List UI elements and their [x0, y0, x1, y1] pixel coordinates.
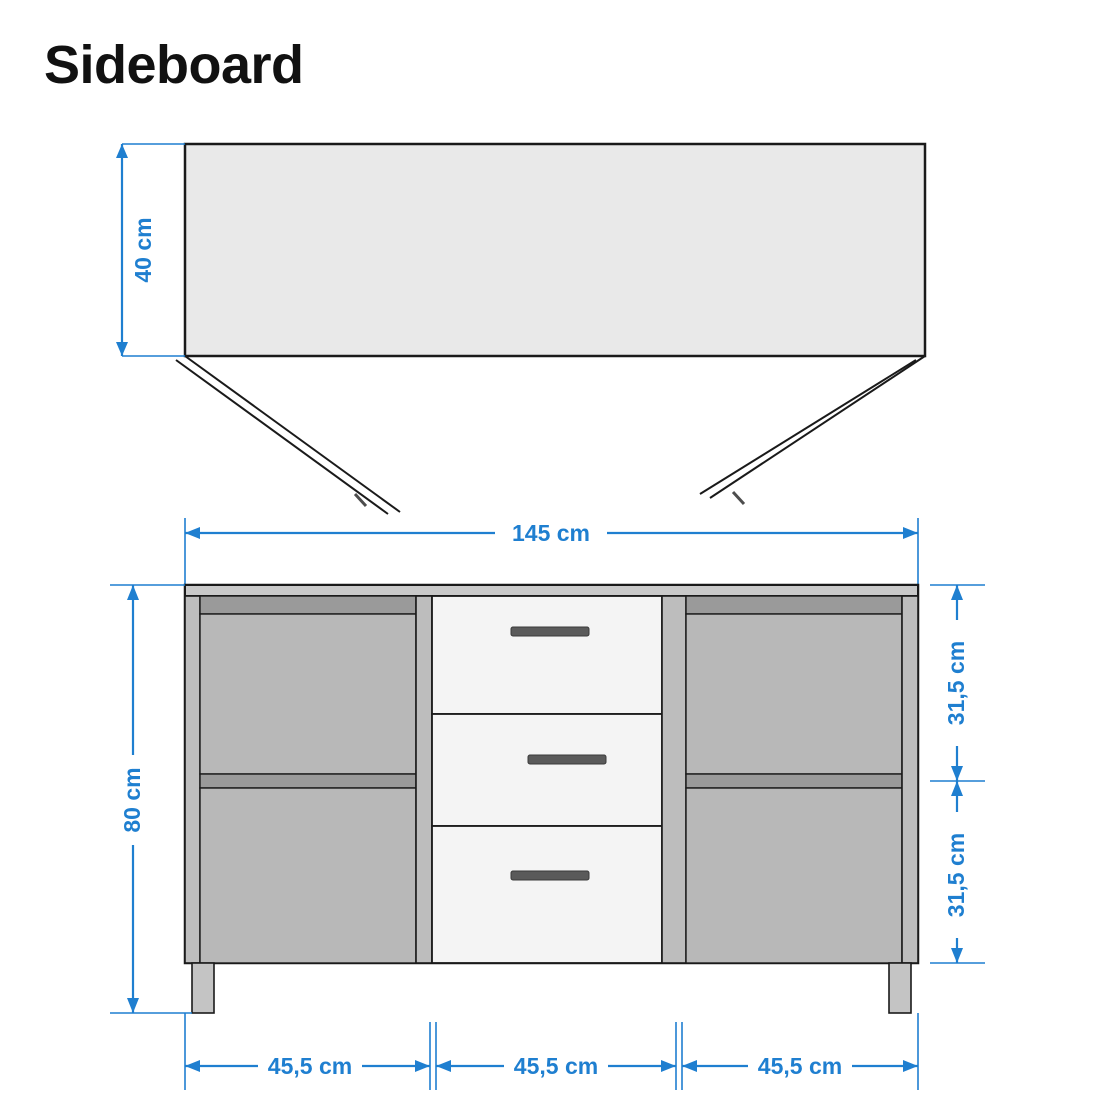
dimension-lower-compartment — [930, 781, 985, 963]
dimension-height-total — [110, 585, 192, 1013]
right-middle-shelf — [686, 774, 902, 788]
dimension-depth — [116, 144, 185, 356]
left-lower-compartment — [200, 788, 416, 963]
front-view-top-board — [185, 585, 918, 596]
leg-left — [192, 963, 214, 1013]
drawer-bottom-handle[interactable] — [511, 871, 589, 880]
drawer-top-handle[interactable] — [511, 627, 589, 636]
top-view-left-edge-inner — [176, 360, 388, 514]
drawer-top[interactable] — [432, 596, 662, 714]
right-lower-compartment — [686, 788, 902, 963]
leg-right — [889, 963, 911, 1013]
drawer-bottom[interactable] — [432, 826, 662, 963]
dimension-depth-label: 40 cm — [130, 217, 156, 283]
drawer-middle-handle[interactable] — [528, 755, 606, 764]
right-center-divider — [662, 596, 686, 963]
dimension-upper-compartment — [930, 585, 985, 781]
top-view-right-edge — [710, 356, 925, 498]
top-view-group — [176, 144, 925, 514]
drawer-middle[interactable] — [432, 714, 662, 826]
left-center-divider — [416, 596, 432, 963]
dimension-section-left-label: 45,5 cm — [267, 1053, 353, 1079]
right-side-panel — [902, 596, 918, 963]
right-top-inner-board — [686, 596, 902, 614]
left-upper-compartment — [200, 614, 416, 774]
top-view-left-edge — [185, 356, 400, 512]
right-upper-compartment — [686, 614, 902, 774]
left-top-inner-board — [200, 596, 416, 614]
top-view-right-edge-inner — [700, 360, 916, 494]
left-side-panel — [185, 596, 200, 963]
top-view-leg-right — [733, 492, 744, 504]
dimension-section-widths — [185, 1013, 918, 1090]
page-title: Sideboard — [44, 35, 304, 95]
dimension-height-total-label: 80 cm — [119, 767, 145, 833]
left-middle-shelf — [200, 774, 416, 788]
dimension-upper-compartment-label: 31,5 cm — [943, 640, 969, 726]
top-view-panel — [185, 144, 925, 356]
dimension-section-center-label: 45,5 cm — [513, 1053, 599, 1079]
dimension-width-total — [185, 518, 918, 585]
front-view-group — [185, 585, 918, 1013]
dimension-lower-compartment-label: 31,5 cm — [943, 832, 969, 918]
dimension-section-right-label: 45,5 cm — [757, 1053, 843, 1079]
dimension-width-total-label: 145 cm — [511, 520, 591, 546]
